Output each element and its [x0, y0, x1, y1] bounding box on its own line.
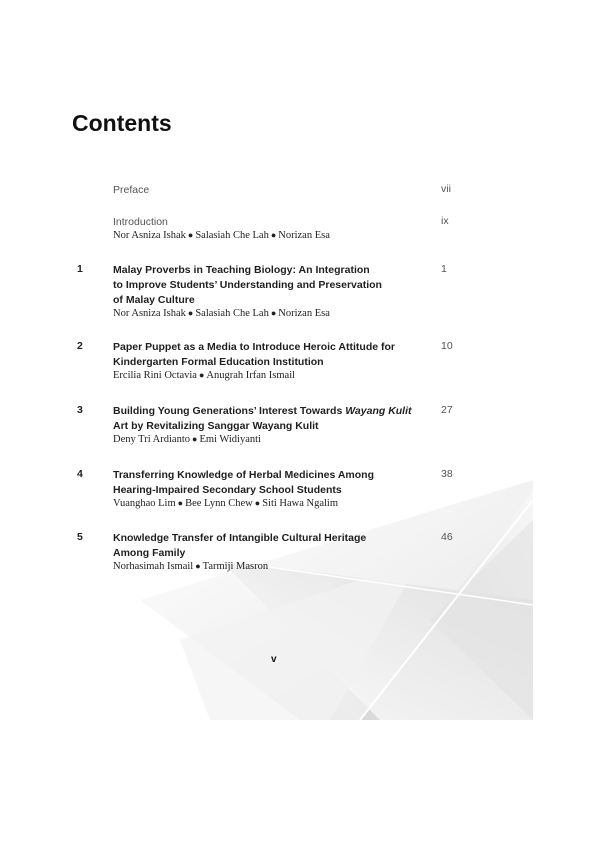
entry-title	[113, 404, 438, 434]
entry-title	[113, 468, 433, 498]
chapter-number: 2	[77, 340, 83, 352]
author: Siti Hawa Ngalim	[262, 498, 339, 509]
author: Norizan Esa	[278, 230, 330, 241]
separator-dot: ●	[270, 308, 277, 318]
separator-dot: ●	[195, 561, 201, 571]
entry-authors	[113, 370, 443, 381]
chapter-number: 1	[77, 263, 83, 275]
author: Anugrah Irfan Ismail	[206, 370, 296, 381]
title-line: Kindergarten Formal Education Institution	[113, 356, 324, 368]
separator-dot: ●	[270, 230, 277, 240]
chapter-number: 5	[77, 531, 83, 543]
entry-page-number: 46	[441, 531, 453, 543]
entry-title	[113, 340, 438, 370]
title-line: Hearing-Impaired Secondary School Students	[113, 484, 342, 496]
separator-dot: ●	[192, 434, 198, 444]
title-line: Among Family	[113, 547, 186, 559]
author: Tarmiji Masron	[202, 561, 269, 572]
entry-authors	[113, 498, 443, 509]
entry-title	[113, 531, 433, 561]
page-title: Contents	[72, 110, 172, 136]
entry-page-number: 27	[441, 404, 453, 416]
entry-title	[113, 263, 433, 308]
separator-dot: ●	[187, 230, 194, 240]
entry-authors	[113, 230, 443, 241]
title-line: Transferring Knowledge of Herbal Medicines Among	[113, 469, 374, 481]
entry-authors	[113, 434, 443, 445]
title-line: Art by Revitalizing Sanggar Wayang Kulit	[113, 420, 319, 432]
entry-page-number: 38	[441, 468, 453, 480]
separator-dot: ●	[177, 498, 184, 508]
title-line: Malay Proverbs in Teaching Biology: An Integration	[113, 264, 370, 276]
separator-dot: ●	[254, 498, 261, 508]
entry-authors	[113, 561, 443, 572]
entry-page-number: vii	[441, 183, 451, 195]
author: Nor Asniza Ishak	[113, 230, 186, 241]
chapter-number: 3	[77, 404, 83, 416]
title-line: Knowledge Transfer of Intangible Cultural Heritage	[113, 532, 367, 544]
author: Ercilia Rini Octavia	[113, 370, 197, 381]
entry-page-number: 10	[441, 340, 453, 352]
title-line	[113, 404, 438, 419]
author: Vuanghao Lim	[113, 498, 176, 509]
author: Salasiah Che Lah	[195, 230, 269, 241]
author: Norizan Esa	[278, 308, 330, 319]
author: Bee Lynn Chew	[185, 498, 253, 509]
author: Nor Asniza Ishak	[113, 308, 186, 319]
author: Emi Widiyanti	[199, 434, 261, 445]
separator-dot: ●	[198, 370, 205, 380]
page-folio: v	[271, 654, 277, 665]
separator-dot: ●	[187, 308, 194, 318]
entry-authors	[113, 308, 443, 319]
title-text: Building Young Generations’ Interest Towards	[113, 405, 346, 417]
chapter-number: 4	[77, 468, 83, 480]
title-line: of Malay Culture	[113, 294, 195, 306]
entry-page-number: ix	[441, 215, 449, 227]
author: Norhasimah Ismail	[113, 561, 194, 572]
entry-page-number: 1	[441, 263, 447, 275]
author: Salasiah Che Lah	[195, 308, 269, 319]
title-line: Paper Puppet as a Media to Introduce Heroic Attitude for	[113, 341, 395, 353]
title-line: to Improve Students’ Understanding and Preservation	[113, 279, 382, 291]
author: Deny Tri Ardianto	[113, 434, 191, 445]
entry-title: Introduction	[113, 216, 168, 228]
entry-title: Preface	[113, 184, 150, 196]
title-italic: Wayang Kulit	[345, 405, 412, 417]
